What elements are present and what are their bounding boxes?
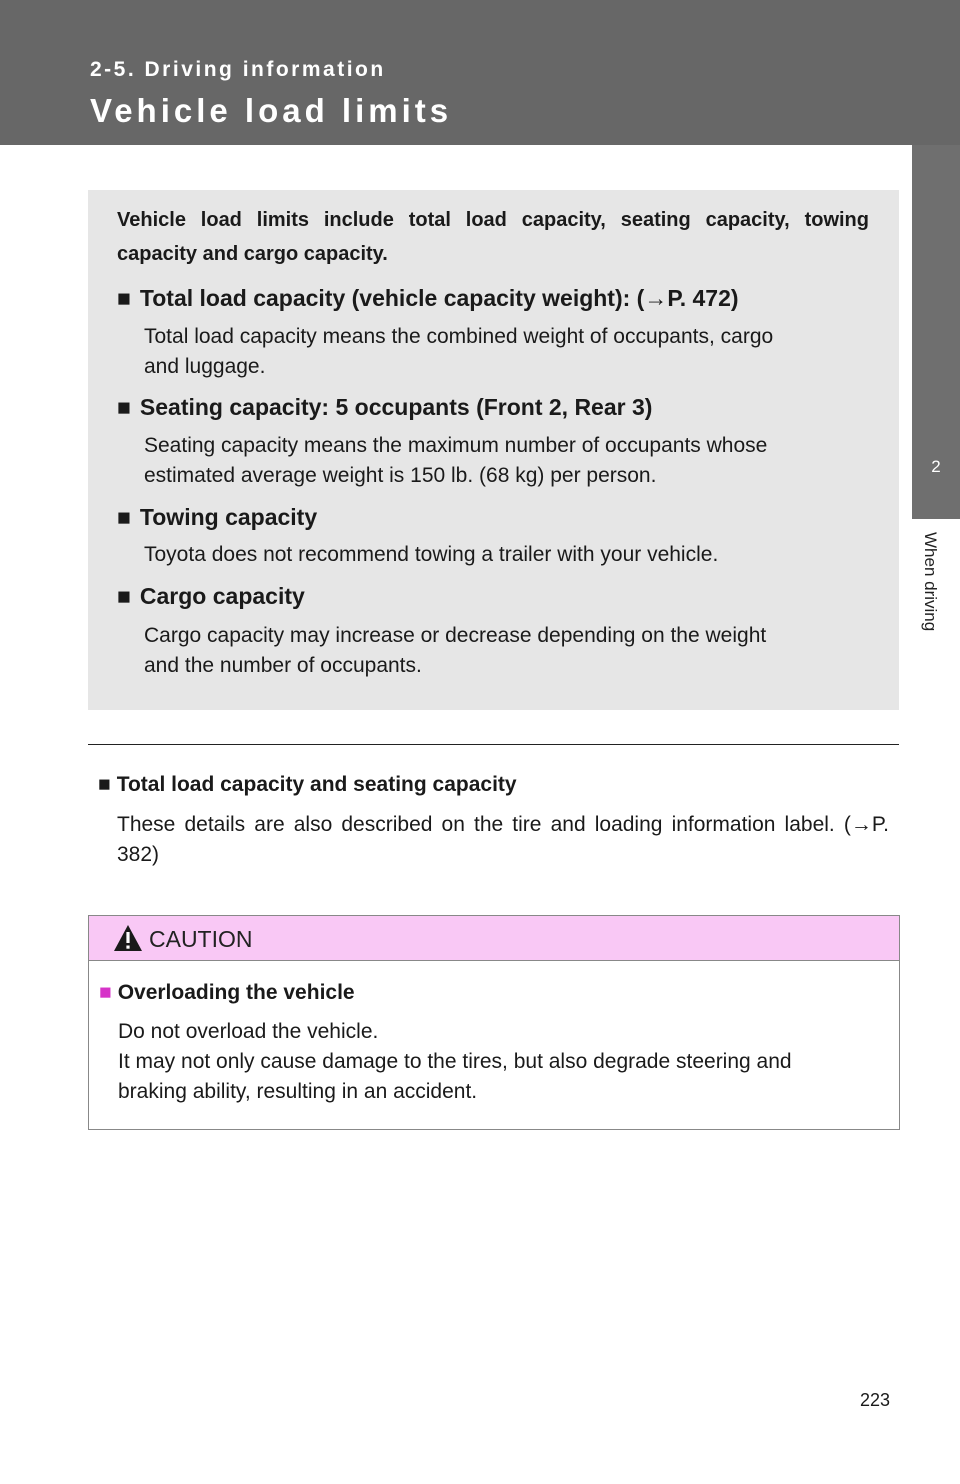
note-heading: ■ Total load capacity and seating capacity (98, 773, 517, 796)
caution-header (89, 916, 899, 961)
summary-intro: Vehicle load limits include total load capacity, seating capacity, towing capacity and cargo capacity. (117, 209, 869, 265)
chapter-number-tab: 2 (912, 415, 960, 519)
item-body-total-load: Total load capacity means the combined weight of occupants, cargo and luggage. (144, 325, 774, 378)
side-tab-upper (912, 145, 960, 415)
item-body-towing: Toyota does not recommend towing a trailer with your vehicle. (144, 543, 719, 566)
side-tab-background (912, 519, 960, 1484)
item-heading-total-load: ■ Total load capacity (vehicle capacity weight): (→P. 472) (117, 285, 739, 311)
item-body-cargo: Cargo capacity may increase or decrease depending on the weight and the number of occupants. (144, 624, 767, 677)
chapter-label: When driving (921, 532, 940, 632)
section-label: 2-5. Driving information (90, 58, 386, 81)
page-number: 223 (860, 1390, 891, 1410)
item-body-seating: Seating capacity means the maximum number of occupants whose estimated average weight is 150 lb. (68 kg) per person. (144, 434, 768, 487)
section-divider (88, 744, 899, 745)
bullet-square-icon: ■ (99, 981, 112, 1004)
warning-triangle-icon (113, 924, 143, 952)
item-heading-towing: ■ Towing capacity (117, 504, 318, 530)
item-heading-seating: ■ Seating capacity: 5 occupants (Front 2, Rear 3) (117, 394, 653, 420)
bullet-square-icon: ■ (117, 285, 131, 311)
page-header (0, 0, 960, 145)
caution-item-heading: ■ Overloading the vehicle (99, 981, 355, 1004)
caution-text-line: braking ability, resulting in an accident. (118, 1080, 478, 1103)
caution-text-line: Do not overload the vehicle. (118, 1020, 379, 1043)
bullet-square-icon: ■ (117, 504, 131, 530)
caution-title: CAUTION (149, 926, 253, 952)
bullet-square-icon: ■ (117, 583, 131, 609)
page-title: Vehicle load limits (90, 92, 453, 129)
caution-box (88, 915, 900, 1130)
item-heading-cargo: ■ Cargo capacity (117, 583, 305, 609)
caution-text-line: It may not only cause damage to the tires, but also degrade steering and (118, 1050, 792, 1073)
note-body: These details are also described on the tire and loading information label. (→P. 382) (117, 813, 889, 866)
bullet-square-icon: ■ (117, 394, 131, 420)
bullet-square-icon: ■ (98, 773, 111, 796)
